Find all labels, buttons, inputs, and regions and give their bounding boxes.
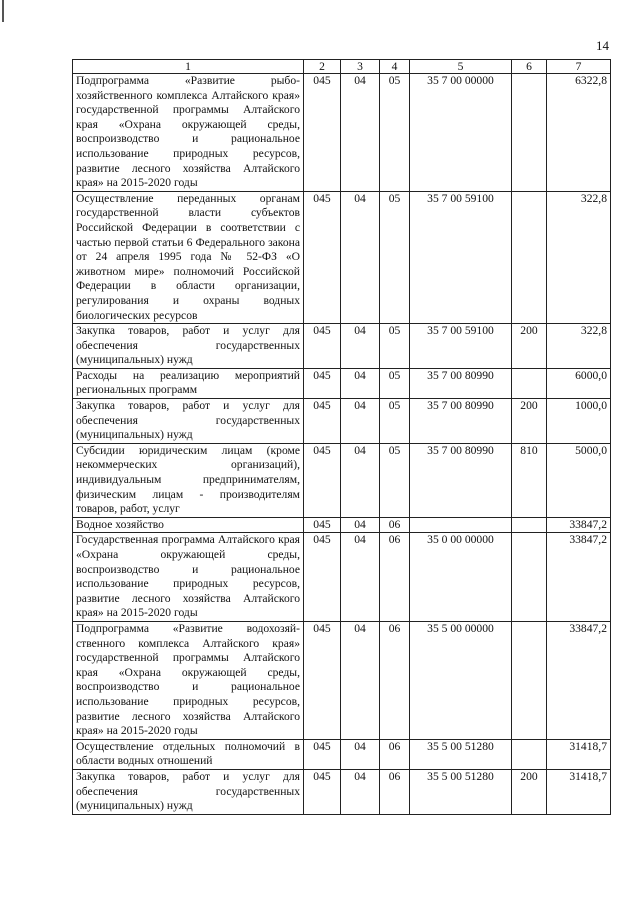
col-header-expense-type: 6 xyxy=(512,60,547,74)
row-expense-type-cell xyxy=(512,533,547,622)
row-amount-cell: 322,8 xyxy=(547,324,611,369)
row-amount-cell: 31418,7 xyxy=(547,769,611,814)
table-body xyxy=(73,74,611,815)
table-row xyxy=(73,621,611,739)
row-section-cell: 04 xyxy=(341,191,380,323)
table-row xyxy=(73,191,611,323)
row-section-cell: 04 xyxy=(341,621,380,739)
row-amount-cell: 1000,0 xyxy=(547,399,611,444)
row-article-cell: 35 5 00 51280 xyxy=(410,739,512,769)
row-admin-code-cell: 045 xyxy=(304,739,341,769)
row-admin-code-cell: 045 xyxy=(304,769,341,814)
row-section-cell: 04 xyxy=(341,368,380,398)
header-row xyxy=(73,60,611,74)
row-name-cell: Закупка товаров, работ и услуг для обеспечения государственных (муниципальных) нужд xyxy=(73,769,304,814)
row-section-cell: 04 xyxy=(341,324,380,369)
row-expense-type-cell xyxy=(512,191,547,323)
table-row xyxy=(73,399,611,444)
row-subsection-cell: 05 xyxy=(380,399,410,444)
row-name-cell: Осуществление отдельных полномочий в области водных отношений xyxy=(73,739,304,769)
row-expense-type-cell xyxy=(512,368,547,398)
col-header-amount: 7 xyxy=(547,60,611,74)
row-amount-cell: 6322,8 xyxy=(547,74,611,192)
row-article-cell: 35 7 00 80990 xyxy=(410,368,512,398)
table-row xyxy=(73,368,611,398)
row-admin-code-cell: 045 xyxy=(304,621,341,739)
row-admin-code-cell: 045 xyxy=(304,399,341,444)
table-row xyxy=(73,769,611,814)
row-amount-cell: 322,8 xyxy=(547,191,611,323)
table-row xyxy=(73,739,611,769)
row-expense-type-cell xyxy=(512,621,547,739)
row-article-cell xyxy=(410,517,512,533)
row-name-cell: Закупка товаров, работ и услуг для обеспечения государственных (муниципальных) нужд xyxy=(73,324,304,369)
row-subsection-cell: 05 xyxy=(380,191,410,323)
row-amount-cell: 31418,7 xyxy=(547,739,611,769)
table-row xyxy=(73,517,611,533)
row-amount-cell: 6000,0 xyxy=(547,368,611,398)
col-header-section: 3 xyxy=(341,60,380,74)
row-admin-code-cell: 045 xyxy=(304,324,341,369)
row-section-cell: 04 xyxy=(341,74,380,192)
row-amount-cell: 5000,0 xyxy=(547,443,611,517)
row-section-cell: 04 xyxy=(341,533,380,622)
row-expense-type-cell xyxy=(512,739,547,769)
row-section-cell: 04 xyxy=(341,769,380,814)
row-admin-code-cell: 045 xyxy=(304,368,341,398)
row-section-cell: 04 xyxy=(341,399,380,444)
col-header-article: 5 xyxy=(410,60,512,74)
row-expense-type-cell xyxy=(512,517,547,533)
scan-edge-mark xyxy=(2,0,4,22)
row-article-cell: 35 7 00 80990 xyxy=(410,443,512,517)
row-amount-cell: 33847,2 xyxy=(547,517,611,533)
row-subsection-cell: 05 xyxy=(380,443,410,517)
row-name-cell: Водное хозяйство xyxy=(73,517,304,533)
row-article-cell: 35 7 00 80990 xyxy=(410,399,512,444)
row-expense-type-cell xyxy=(512,74,547,192)
row-section-cell: 04 xyxy=(341,739,380,769)
row-expense-type-cell: 200 xyxy=(512,769,547,814)
row-admin-code-cell: 045 xyxy=(304,74,341,192)
table-row xyxy=(73,533,611,622)
row-article-cell: 35 5 00 00000 xyxy=(410,621,512,739)
row-subsection-cell: 06 xyxy=(380,739,410,769)
page-number: 14 xyxy=(596,38,609,53)
row-expense-type-cell: 200 xyxy=(512,324,547,369)
table-row xyxy=(73,324,611,369)
row-section-cell: 04 xyxy=(341,517,380,533)
budget-table xyxy=(72,59,611,815)
col-header-subsection: 4 xyxy=(380,60,410,74)
row-name-cell: Подпрограмма «Развитие водохозяйственного комплекса Алтайского края» государственной программы Алтайского края «Охрана окружающей среды, воспроизводство и рациональное использование природных ресурсов, развитие лесного хозяйства Алтайского края» на 2015-2020 годы xyxy=(73,621,304,739)
row-admin-code-cell: 045 xyxy=(304,443,341,517)
table-row xyxy=(73,443,611,517)
row-amount-cell: 33847,2 xyxy=(547,621,611,739)
row-article-cell: 35 7 00 00000 xyxy=(410,74,512,192)
row-subsection-cell: 05 xyxy=(380,368,410,398)
table-row xyxy=(73,74,611,192)
row-admin-code-cell: 045 xyxy=(304,191,341,323)
row-amount-cell: 33847,2 xyxy=(547,533,611,622)
row-expense-type-cell: 200 xyxy=(512,399,547,444)
row-article-cell: 35 0 00 00000 xyxy=(410,533,512,622)
row-expense-type-cell: 810 xyxy=(512,443,547,517)
row-name-cell: Государственная программа Алтайского края «Охрана окружающей среды, воспроизводство и рациональное использование природных ресурсов, развитие лесного хозяйства Алтайского края» на 2015-2020 годы xyxy=(73,533,304,622)
row-subsection-cell: 06 xyxy=(380,533,410,622)
row-article-cell: 35 7 00 59100 xyxy=(410,324,512,369)
row-article-cell: 35 7 00 59100 xyxy=(410,191,512,323)
row-name-cell: Расходы на реализацию мероприятий региональных программ xyxy=(73,368,304,398)
row-article-cell: 35 5 00 51280 xyxy=(410,769,512,814)
row-admin-code-cell: 045 xyxy=(304,533,341,622)
col-header-name: 1 xyxy=(73,60,304,74)
row-name-cell: Субсидии юридическим лицам (кроме некоммерческих организаций), индивидуальным предпринимателям, физическим лицам - производителям товаров, работ, услуг xyxy=(73,443,304,517)
row-subsection-cell: 06 xyxy=(380,517,410,533)
row-admin-code-cell: 045 xyxy=(304,517,341,533)
row-subsection-cell: 05 xyxy=(380,324,410,369)
row-subsection-cell: 06 xyxy=(380,621,410,739)
row-name-cell: Закупка товаров, работ и услуг для обеспечения государственных (муниципальных) нужд xyxy=(73,399,304,444)
row-section-cell: 04 xyxy=(341,443,380,517)
row-name-cell: Подпрограмма «Развитие рыбохозяйственного комплекса Алтайского края» государственной программы Алтайского края «Охрана окружающей среды, воспроизводство и рациональное использование природных ресурсов, развитие лесного хозяйства Алтайского края» на 2015-2020 годы xyxy=(73,74,304,192)
row-subsection-cell: 06 xyxy=(380,769,410,814)
row-name-cell: Осуществление переданных органам государственной власти субъектов Российской Федерации в соответствии с частью первой статьи 6 Федерального закона от 24 апреля 1995 года № 52-ФЗ «О животном мире» полномочий Российской Федерации в области организации, регулирования и охраны водных биологических ресурсов xyxy=(73,191,304,323)
col-header-admin: 2 xyxy=(304,60,341,74)
row-subsection-cell: 05 xyxy=(380,74,410,192)
